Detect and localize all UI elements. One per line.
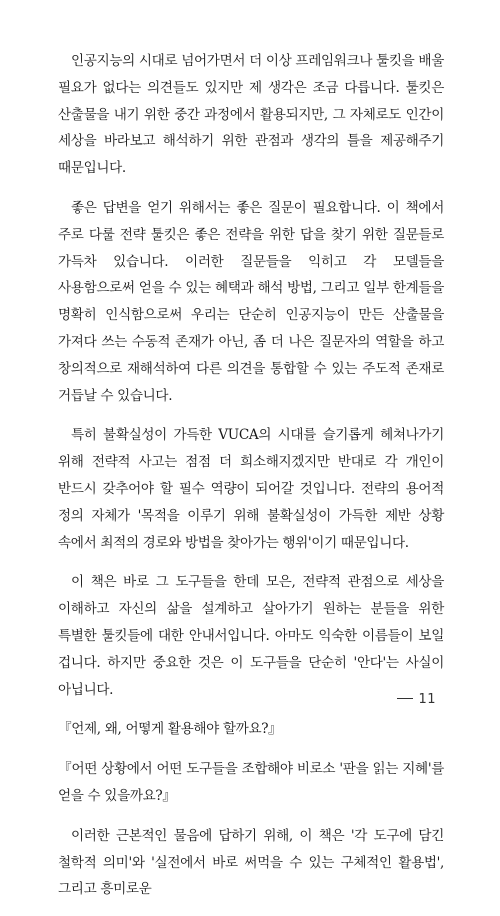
paragraph-4: 이 책은 바로 그 도구들을 한데 모은, 전략적 관점으로 세상을 이해하고 자신의 삶을 설계하고 살아가기 원하는 분들을 위한 특별한 툴킷들에 대한 안내서입니다. 아마도 익숙한 이름들이 보일 겁니다. 하지만 중요한 것은 이 도구들을 단순히 '안다'는 사실이 아닙니다. (58, 574, 444, 698)
paragraph-3: 특히 불확실성이 가득한 VUCA의 시대를 슬기롭게 헤쳐나가기 위해 전략적 사고는 점점 더 희소해지겠지만 반대로 각 개인이 반드시 갖추어야 할 필수 역량이 되어갈 것입니다. 전략의 용어적 정의 자체가 '목적을 이루기 위해 불확실성이 가득한 제반 상황 속에서 최적의 경로와 방법을 찾아가는 행위'이기 때문입니다. (58, 427, 444, 551)
body-text (58, 48, 444, 916)
question-quote-1: 『언제, 왜, 어떻게 활용해야 할까요?』 (58, 721, 282, 738)
page-number (397, 692, 436, 707)
page-number-value: 11 (418, 692, 436, 707)
question-quote-2: 『어떤 상황에서 어떤 도구들을 조합해야 비로소 '판을 읽는 지혜'를 얻을 수 있을까요?』 (58, 761, 444, 804)
paragraph-2: 좋은 답변을 얻기 위해서는 좋은 질문이 필요합니다. 이 책에서 주로 다룰 전략 툴킷은 좋은 전략을 위한 답을 찾기 위한 질문들로 가득차 있습니다. 이러한 질문들을 익히고 각 모델들을 사용함으로써 얻을 수 있는 혜택과 해석 방법, 그리고 일부 한계들을 명확히 인식함으로써 우리는 단순히 인공지능이 만든 산출물을 가져다 쓰는 수동적 존재가 아닌, 좀 더 나은 질문자의 역할을 하고 창의적으로 재해석하여 다른 의견을 통합할 수 있는 주도적 존재로 거듭날 수 있습니다. (58, 199, 444, 404)
paragraph-1: 인공지능의 시대로 넘어가면서 더 이상 프레임워크나 툴킷을 배울 필요가 없다는 의견들도 있지만 제 생각은 조금 다릅니다. 툴킷은 산출물을 내기 위한 중간 과정에서 활용되지만, 그 자체로도 인간이 세상을 바라보고 해석하기 위한 관점과 생각의 틀을 제공해주기 때문입니다. (58, 53, 444, 177)
page-number-dash (397, 698, 413, 699)
paragraph-5: 이러한 근본적인 물음에 답하기 위해, 이 책은 '각 도구에 담긴 철학적 의미'와 '실전에서 바로 써먹을 수 있는 구체적인 활용법', 그리고 흥미로운 (58, 827, 444, 898)
